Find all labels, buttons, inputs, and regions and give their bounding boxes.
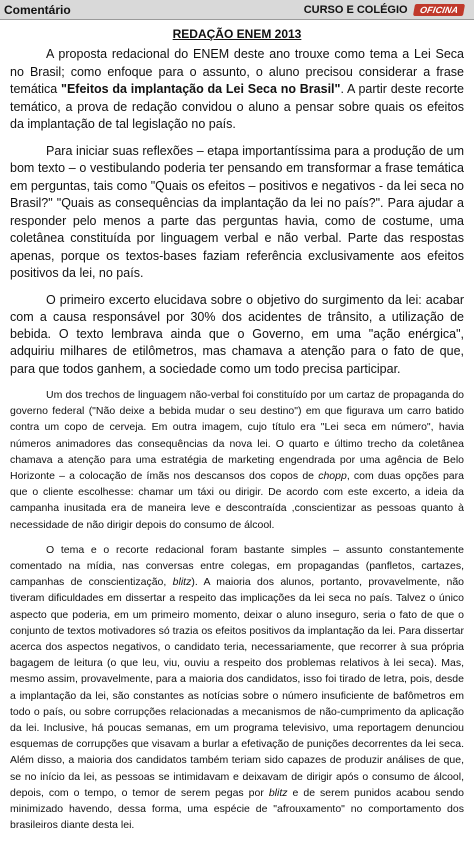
paragraph-4-part-a: Um dos trechos de linguagem não-verbal foi constituído por um cartaz de propaganda do governo federal ("Não deixe a bebida mudar o seu destino") em que figurava um carro batido contra um copo de cerveja. Em outra imagem, cujo título era "Lei seca em número", havia números animadores das consequências da nova lei. O quarto e último trecho da coletânea chamava a atenção para uma estratégia de marketing engendrada por uma agência de Belo Horizonte – a colocação de ímãs nos descansos dos copos de — [10, 388, 464, 482]
paragraph-5-part-c: ). A maioria dos alunos, portanto, provavelmente, não tiveram dificuldades em dissertar a respeito das implicações da lei seca no país. Talvez o único aspecto que poderia, em um primeiro momento, deixar o aluno inseguro, seria o fato de que o conjunto de textos motivadores só trazia os efeitos positivos da implantação da lei. Para dissertar acerca dos aspectos negativos, o candidato teria, necessariamente, que recorrer à sua própria bagagem de leitura (o que leu, viu, ouviu a respeito dos problemas relativos à lei seca). Mas, mesmo assim, provavelmente, para a maioria dos candidatos, isso foi tirado de letra, pois, desde a implantação da lei, são constantes as notícias sobre o número insuficiente de bafômetros em todo o país, ou sobre corrupções relacionadas a mecanismos de não-cumprimento da aplicação da lei. Inclusive, há poucas semanas, em um programa televisivo, uma reportagem denunciou esquemas de corrupções que visavam a burlar a efetivação de punições decorrentes da lei seca. Além disso, a maioria dos candidatos também teriam sido capazes de produzir análises de que, se no início da lei, as pessoas se intimidavam e deixavam de dirigir após o consumo de álcool, depois, com o tempo, o temor de serem pegas por — [10, 576, 464, 799]
paragraph-1 — [0, 46, 474, 134]
paragraph-1-part-a: A proposta redacional do ENEM deste ano trouxe como tema a Lei Seca no Brasil; como enfoque para o assunto, o aluno precisou considerar a frase temática — [10, 47, 464, 96]
paragraph-5-blitz-2: blitz — [268, 786, 288, 799]
paragraph-3: O primeiro excerto elucidava sobre o objetivo do surgimento da lei: acabar com a causa responsável por 30% dos acidentes de trânsito, a utilização de bebida. O texto lembrava ainda que o Governo, em uma "ação enérgica", adquiriu milhares de etilômetros, mas chamava a atenção para o fato de que, para que todos ganhem, a sociedade como um todo precisa participar. — [10, 292, 464, 376]
page-header — [0, 0, 474, 20]
paragraph-4-part-c: , com duas opções para que o cliente escolhesse: chamar um táxi ou dirigir. De acordo com este excerto, a ideia da campanha inusitada era de maneira leve e descontraída ,conscientizar as pessoas quanto à necessidade de não dirigir depois do consumo de álcool. — [10, 470, 464, 531]
page-title: REDAÇÃO ENEM 2013 — [172, 27, 302, 41]
paragraph-2: Para iniciar suas reflexões – etapa importantíssima para a produção de um bom texto – o vestibulando poderia ter pensando em transformar a frase temática em perguntas, tais como "Quais os efeitos – positivos e negativos - da lei seca no Brasil?" "Quais as consequências da implantação da lei no país?". Para ajudar a responder pelo menos a parte das perguntas havia, como de costume, uma coletânea constituída por linguagem verbal e não verbal. Parte das respostas apenas, porque os textos-bases faziam referência exclusivamente aos efeitos positivos da lei, no país. — [10, 143, 464, 280]
paragraph-5-blitz-1: blitz — [172, 576, 192, 589]
paragraph-4-chopp: chopp — [318, 470, 347, 482]
section-label: Comentário — [4, 2, 71, 17]
paragraph-5 — [0, 542, 474, 834]
paragraph-1-theme: "Efeitos da implantação da Lei Seca no Brasil" — [61, 82, 341, 96]
header-brand — [304, 4, 474, 16]
school-name: CURSO E COLÉGIO — [303, 3, 408, 16]
paragraph-5-part-a: O tema e o recorte redacional foram bastante simples – assunto constantemente comentado na mídia, nas conversas entre colegas, em propagandas (panfletos, cartazes, campanhas de conscientização, — [10, 543, 464, 589]
article-body — [0, 46, 474, 842]
oficina-logo: OFICINA — [413, 4, 466, 16]
paragraph-4 — [0, 387, 474, 533]
paragraph-1-part-c: . A partir deste recorte temático, a prova de redação convidou o aluno a pensar sobre quais os efeitos da implantação de tal legislação no país. — [10, 82, 464, 131]
paragraph-5-part-e: e de serem punidos acabou sendo minimizado havendo, dessa forma, uma espécie de "afrouxamento" no comportamento dos brasileiros diante desta lei. — [10, 786, 464, 832]
